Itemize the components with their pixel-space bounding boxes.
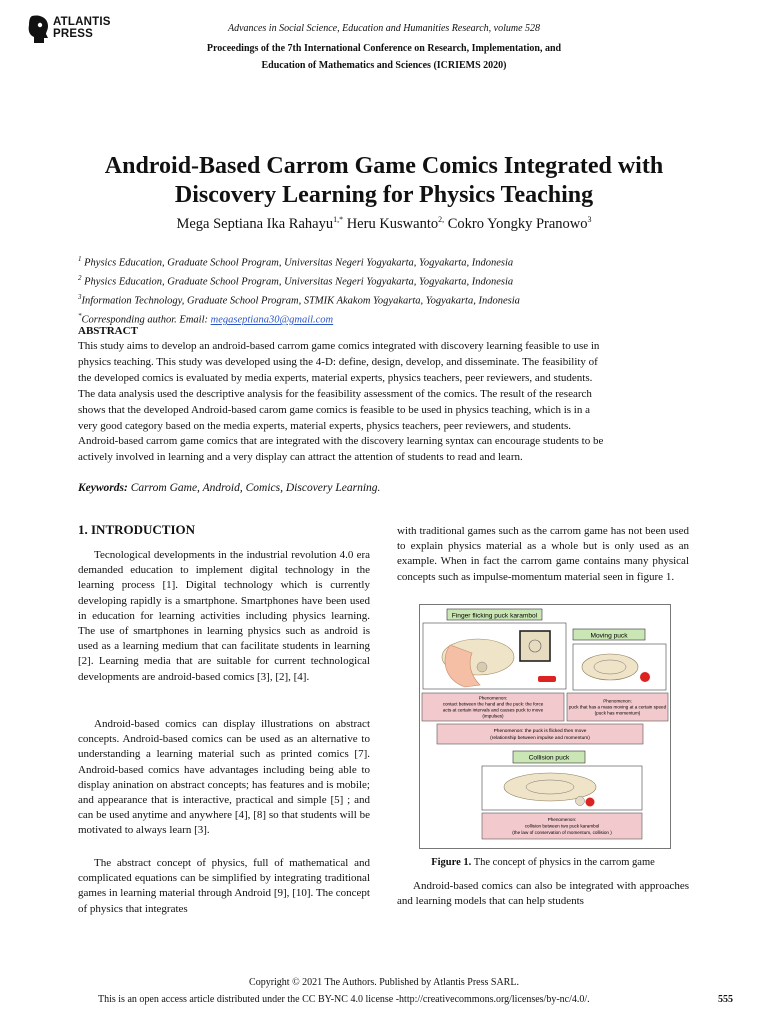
- affiliation-line: [78, 290, 520, 309]
- abstract-line: very good category based on the media experts, material experts, physics teachers, peer reviewers, and students.: [78, 419, 571, 432]
- caption-text: The concept of physics in the carrom game: [471, 857, 655, 868]
- label-flick: Finger flicking puck karambol: [451, 612, 538, 620]
- copyright-line: Copyright © 2021 The Authors. Published by Atlantis Press SARL.: [249, 977, 519, 988]
- affiliation-text: Information Technology, Graduate School Program, STMIK Akakom Yogyakarta, Yogyakarta, Indonesia: [81, 295, 520, 307]
- striker-icon: [538, 676, 556, 682]
- author-mark: 3: [587, 215, 592, 224]
- affiliation-mark: 2: [78, 274, 82, 283]
- phenomenon-text: (puck has momentum): [594, 710, 641, 716]
- phenomenon-text: Phenomenon: the puck is flicked then move: [493, 729, 587, 734]
- abstract-line: The data analysis used the descriptive analysis for the feasibility assessment of the comics. The result of the research: [78, 387, 592, 400]
- keywords-text: Carrom Game, Android, Comics, Discovery Learning.: [127, 482, 381, 494]
- moving-puck-icon: [640, 672, 650, 682]
- section-heading: 1. INTRODUCTION: [78, 522, 196, 537]
- puck-icon: [576, 797, 585, 806]
- author-mark: 1,*: [333, 215, 344, 224]
- abstract-line: This study aims to develop an android-based carrom game comics integrated with discovery learning feasible to use in: [78, 340, 600, 352]
- affiliation-line: [78, 271, 520, 290]
- phenomenon-text: acts at certain intervals and causes puck to move: [442, 707, 544, 713]
- keywords-label: Keywords:: [78, 482, 128, 494]
- body-paragraph: The abstract concept of physics, full of mathematical and complicated equations can be simplified by integrating traditional games in learning material through Android [9], [10]. The concept of physics that integrates: [78, 857, 370, 915]
- figure-1-illustration: [420, 605, 670, 848]
- body-paragraph: Android-based comics can display illustrations on abstract concepts. Android-based comics can be used as an alternative to understanding a learning material such as printed comics [7]. Android-based comics have advantages including being able to display anination on abstract concepts; has features and is mobile; and appearance that is interactive, practical and simple [5] ; and can be used anytime and anywhere [4], [8] so that students will be motivated to always learn [3].: [78, 718, 370, 837]
- phenomenon-box: [437, 724, 643, 744]
- author-list: [0, 215, 768, 233]
- corresponding-label: Corresponding author. Email:: [81, 314, 211, 326]
- striker-icon: [586, 798, 595, 807]
- title-line2: Discovery Learning for Physics Teaching: [174, 182, 594, 208]
- affiliation-text: Physics Education, Graduate School Program, Universitas Negeri Yogyakarta, Yogyakarta, Indonesia: [84, 276, 514, 288]
- body-paragraph: with traditional games such as the carrom game has not been used to explain physics material as a whole but is only used as an example. When in fact the carrom game contains many physical concepts such as impulse-momentum material seen in figure 1.: [397, 525, 689, 583]
- abstract-body: [78, 339, 690, 466]
- title-line1: Android-Based Carrom Game Comics Integrated with: [104, 153, 664, 179]
- label-moving: Moving puck: [590, 632, 628, 640]
- abstract-line: actively involved in learning and a very display can attract the attention of students to read and learn.: [78, 451, 523, 464]
- logo-line1: ATLANTIS: [53, 16, 111, 28]
- affiliations: [78, 252, 520, 328]
- body-paragraph: Tecnological developments in the industrial revolution 4.0 era demanded education to implement digital technology in the learning process [1]. Digital technology which is currently developing rapidly is a smartphone. Smartphones have been used in education for learning activities including physics learning. The use of smartphones in learning physics such as android is used as a learning medium that can facilitate students in learning [2]. Learning media that are suitable for current technological developments are android-based comics [3], [2], [4].: [78, 549, 370, 683]
- phenomenon-text: Phenomenon:: [478, 695, 508, 701]
- affiliation-mark: 3: [78, 293, 82, 302]
- puck-icon: [477, 662, 487, 672]
- abstract-line: physics teaching. This study was developed using the 4-D: define, design, develop, and disseminate. The feasibility of: [78, 355, 598, 368]
- phenomenon-text: Phenomenon:: [603, 698, 632, 704]
- abstract-line: shows that the developed Android-based carom game comics is feasible to be used in physics teaching, which is in a: [78, 403, 590, 416]
- keywords: [78, 482, 380, 494]
- paper-title: [40, 152, 728, 210]
- author-name: Heru Kuswanto: [346, 215, 439, 232]
- abstract-line: the developed comics is evaluated by media experts, material experts, physics teachers, peer reviewers, and students.: [78, 371, 593, 384]
- abstract-heading: ABSTRACT: [78, 325, 138, 337]
- proceedings-header: [0, 40, 768, 74]
- proceedings-line2: Education of Mathematics and Sciences (ICRIEMS 2020): [261, 60, 507, 71]
- corresponding-email-link[interactable]: megaseptiana30@gmail.com: [210, 314, 334, 326]
- series-line: Advances in Social Science, Education and Humanities Research, volume 528: [227, 23, 541, 34]
- author-mark: 2,: [438, 215, 445, 224]
- phenomenon-text: Phenomenon:: [547, 817, 577, 822]
- figure-1: [419, 604, 671, 849]
- proceedings-line1: Proceedings of the 7th International Conference on Research, Implementation, and: [206, 43, 562, 54]
- corresponding-line: [78, 309, 520, 328]
- phenomenon-text: (the law of conservation of momentum, collision ): [512, 830, 612, 835]
- page-number: 555: [718, 994, 733, 1005]
- logo-line2: PRESS: [53, 28, 93, 40]
- figure-caption: [397, 857, 689, 868]
- abstract-line: Android-based carrom game comics that are integrated with the discovery learning syntax can encourage students to be: [78, 435, 604, 448]
- corresponding-mark: *: [78, 312, 82, 321]
- caption-label: Figure 1.: [431, 857, 472, 868]
- author-name: Mega Septiana Ika Rahayu: [176, 215, 334, 232]
- phenomenon-text: contact between the hand and the puck: the force: [442, 701, 544, 707]
- affiliation-text: Physics Education, Graduate School Program, Universitas Negeri Yogyakarta, Yogyakarta, Indonesia: [84, 257, 514, 269]
- label-collision: Collision puck: [528, 754, 570, 762]
- phenomenon-text: (impulses): [482, 713, 504, 719]
- body-paragraph: Android-based comics can also be integrated with approaches and learning models that can help students: [397, 880, 689, 908]
- affiliation-line: [78, 252, 520, 271]
- phenomenon-text: collision between two puck karambol: [524, 823, 600, 829]
- phenomenon-text: (relationship between impulse and momentum): [490, 736, 590, 741]
- carrom-board-icon: [520, 631, 550, 661]
- author-name: Cokro Yongky Pranowo: [447, 215, 588, 232]
- affiliation-mark: 1: [78, 255, 82, 263]
- license-line: This is an open access article distributed under the CC BY-NC 4.0 license -http://creativecommons.org/licenses/by-nc/4.0/.: [98, 994, 590, 1005]
- phenomenon-text: puck that has a mass moving at a certain speed: [568, 704, 667, 710]
